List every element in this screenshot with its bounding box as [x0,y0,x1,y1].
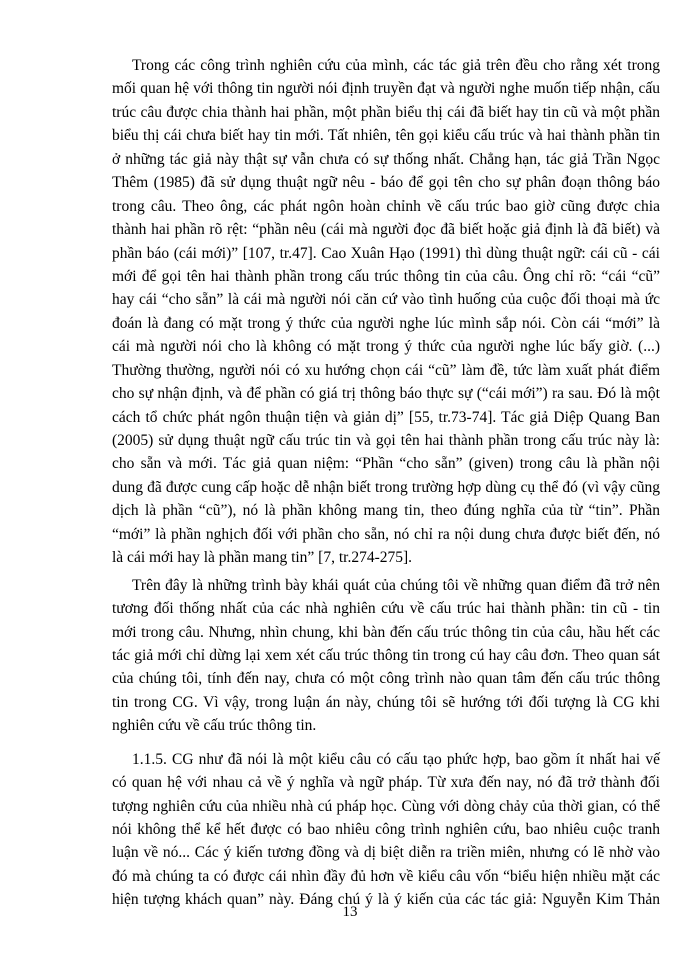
text-line: trong câu. Theo ông, các phát ngôn hoàn chỉnh về cấu trúc bao giờ cũng được chia [112,197,660,215]
text-line: nói không thể kể hết được có bao nhiêu công trình nghiên cứu, bao nhiêu cuộc tranh [112,821,660,838]
text-line: nghiên cứu về cấu trúc thông tin. [112,717,317,735]
text-line: đó mà chúng ta có được cái nhìn đầy đủ hơn về kiểu câu vốn “biểu hiện nhiều mặt các [112,867,660,885]
text-line: cho sẵn và mới. Tác giả quan niệm: “Phần “cho sẵn” (given) trong câu là phần nội [112,455,660,473]
text-line: trúc câu được chia thành hai phần, một phần biểu thị cái đã biết hay tin cũ và một phần [112,103,660,121]
text-line: phần báo (cái mới)” [107, tr.47]. Cao Xuân Hạo (1991) thì dùng thuật ngữ: cái cũ - cái [112,244,660,262]
text-line: ở những tác giả này thật sự vẫn chưa có sự thống nhất. Chẳng hạn, tác giả Trần Ngọc [112,150,660,168]
text-line: Trong các công trình nghiên cứu của mình, các tác giả trên đều cho rằng xét trong [132,57,660,74]
text-line: hay cái “cho sẵn” là cái mà người nói căn cứ vào tình huống của cuộc đối thoại mà ức [112,291,660,309]
paragraph-3 [112,748,660,912]
text-line: Thường thường, người nói có xu hướng chọn cái “cũ” làm đề, tức làm xuất phát điểm [112,361,660,379]
text-line: biểu thị cái chưa biết hay tin mới. Tất nhiên, tên gọi kiểu cấu trúc và hai thành phần tin [112,127,660,145]
text-line: là cái mới hay là phần mang tin” [7, tr.274-275]. [112,549,413,567]
paragraph-2 [112,574,660,738]
text-line: “mới” là phần nghịch đối với phần cho sẵn, nó chỉ ra nội dung chưa được biết đến, nó [112,525,660,543]
text-line: cho sự nhận định, và để phần có giá trị thông báo thực sự (“cái mới”) ra sau. Đó là một [112,385,660,403]
text-line: của chúng tôi, tính đến nay, chưa có một công trình nào quan tâm đến cấu trúc thông [112,670,660,688]
text-line: tượng nghiên cứu của nhiều nhà cú pháp học. Cùng với dòng chảy của thời gian, có thể [112,797,660,815]
text-line: mới để gọi tên hai thành phần trong cấu trúc thông tin của câu. Ông chỉ rõ: “cái “cũ” [112,267,660,285]
text-line: tin trong CG. Vì vậy, trong luận án này, chúng tôi sẽ hướng tới đối tượng là CG khi [112,693,660,711]
text-line: dung đã được cung cấp hoặc dễ nhận biết trong trường hợp dùng cụ thể đó (vì vậy cũng [112,478,660,496]
text-line: dịch là phần “cũ”), nó là phần không mang tin, theo đúng nghĩa của từ “tin”. Phần [112,502,660,520]
body-text [112,54,660,912]
text-line: cái mà người nói cho là không có mặt trong ý thức của người nghe lúc bấy giờ. (...) [112,338,660,356]
text-line: Thêm (1985) đã sử dụng thuật ngữ nêu - báo để gọi tên cho sự phân đoạn thông báo [112,174,660,192]
text-line: có quan hệ với nhau cả về ý nghĩa và ngữ pháp. Từ xưa đến nay, nó đã trở thành đối [112,774,660,792]
text-line: (2005) sử dụng thuật ngữ cấu trúc tin và gọi tên hai thành phần trong cấu trúc này là: [112,432,660,449]
text-line: đoán là đang có mặt trong ý thức của người nghe lúc mình sắp nói. Còn cái “mới” là [112,314,660,332]
text-line: hiện tượng khách quan” này. Đáng chú ý là ý kiến của các tác giả: Nguyễn Kim Thản [112,891,660,909]
text-line: mới trong câu. Nhưng, nhìn chung, khi bàn đến cấu trúc thông tin của câu, hầu hết các [112,623,660,641]
page-number: 13 [342,904,358,920]
text-line: mối quan hệ với thông tin người nói định truyền đạt và người nghe muốn tiếp nhận, cấu [112,80,660,98]
text-line: Trên đây là những trình bày khái quát của chúng tôi về những quan điểm đã trở nên [132,576,660,594]
text-line: tác giả mới chỉ dừng lại xem xét cấu trúc thông tin trong cú hay câu đơn. Theo quan sát [112,646,660,664]
paragraph-1 [112,54,660,570]
text-line: cách tổ chức phát ngôn thuận tiện và giản dị” [55, tr.73-74]. Tác giả Diệp Quang Ban [112,408,660,426]
text-line: tương đối thống nhất của các nhà nghiên cứu về cấu trúc hai thành phần: tin cũ - tin [112,600,660,618]
text-line: 1.1.5. CG như đã nói là một kiểu câu có cấu tạo phức hợp, bao gồm ít nhất hai vế [132,750,660,768]
text-line: luận về nó... Các ý kiến tương đồng và dị biệt diễn ra triền miên, nhưng có lẽ nhờ vào [112,844,660,862]
text-line: thành hai phần rõ rệt: “phần nêu (cái mà người đọc đã biết hoặc giả định là đã biết) và [112,221,660,239]
